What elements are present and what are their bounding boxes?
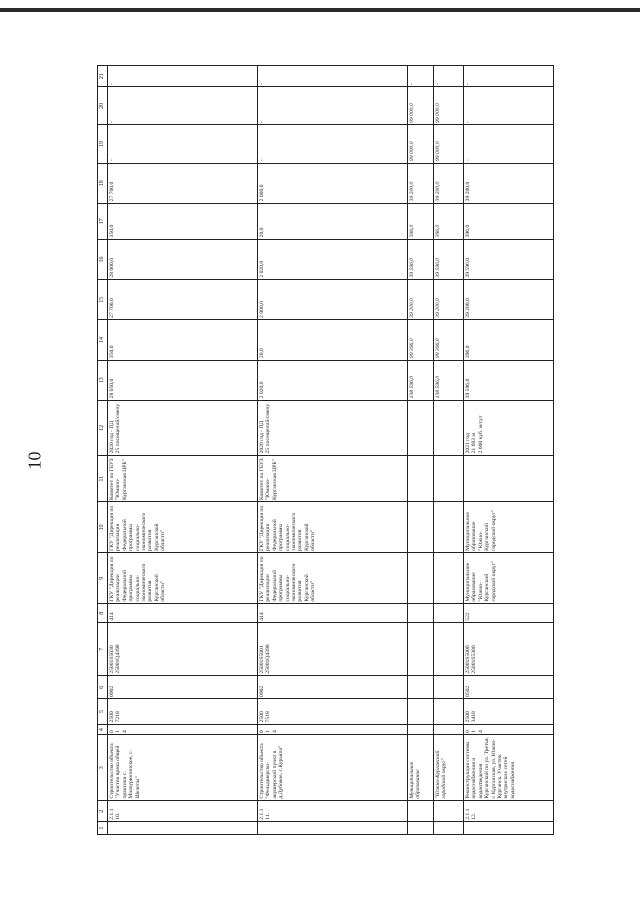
table-cell-c17: 350,0 bbox=[107, 203, 257, 239]
table-cell-c14: 20,0 bbox=[257, 320, 407, 360]
table-cell-c15: 39 200,0 bbox=[407, 280, 433, 320]
table-cell-c6: 0902 bbox=[257, 676, 407, 699]
table-cell-c11: Комитет по ГБУЗ "Юмано-Курганская ЦРБ" bbox=[107, 455, 257, 502]
table-cell-c12: 2021 год 21 683 м 2 000 куб. м/сут bbox=[463, 400, 553, 455]
table-cell-c9 bbox=[407, 553, 433, 604]
table-cell-c3: Реконструкция системы водоснабжения и водоотведения Курганской по ул. Третья, г. Курганская, ул. Южно-Курганск. Участок внутриских сетей водоснабжения bbox=[463, 735, 553, 801]
column-header: 19 bbox=[98, 125, 108, 163]
table-cell-c21: - bbox=[257, 66, 407, 87]
table-cell-c2: 2.1.1 12. bbox=[463, 801, 553, 822]
table-cell-c8 bbox=[407, 604, 433, 623]
table-cell-c9: ГКУ "Дирекция по реализации Федеральной программы социально-экономического развития Курганской области" bbox=[107, 553, 257, 604]
table-cell-c9: Муниципальное образование "Южно-Курганский городской округ" bbox=[463, 553, 553, 604]
table-cell-c12: 2020 год - ПД 25 посещений/смену bbox=[257, 400, 407, 455]
table-cell-c17: 396,0 bbox=[463, 203, 553, 239]
column-header: 21 bbox=[98, 66, 108, 87]
table-cell-c16: 39 596,0 bbox=[433, 239, 463, 279]
column-header: 4 bbox=[98, 724, 108, 735]
table-cell-c14: 99 396,0 bbox=[433, 320, 463, 360]
page-number: 10 bbox=[24, 451, 45, 470]
table-cell-c21: - bbox=[463, 66, 553, 87]
table-cell-c1 bbox=[257, 822, 407, 835]
table-cell-c4: 0 1 4 bbox=[107, 724, 257, 735]
column-header: 16 bbox=[98, 239, 108, 279]
scan-top-edge bbox=[0, 8, 640, 12]
rotated-table-container bbox=[97, 65, 557, 835]
table-cell-c12 bbox=[407, 400, 433, 455]
table-cell-c9 bbox=[433, 553, 463, 604]
table-row bbox=[463, 66, 553, 835]
table-cell-c10: Муниципальное образование "Южно-Курганский городской округ" bbox=[463, 502, 553, 553]
table-cell-c15: 27 700,0 bbox=[107, 280, 257, 320]
table-cell-c19: - bbox=[463, 125, 553, 163]
table-cell-c8 bbox=[433, 604, 463, 623]
column-header: 8 bbox=[98, 604, 108, 623]
table-cell-c16: 28 000,0 bbox=[107, 239, 257, 279]
table-cell-c10 bbox=[433, 502, 463, 553]
table-cell-c7 bbox=[407, 623, 433, 676]
table-cell-c18: 2 000,0 bbox=[257, 163, 407, 203]
table-cell-c1 bbox=[463, 822, 553, 835]
table-cell-c6: 0502 bbox=[463, 676, 553, 699]
table-cell-c18: 39 200,0 bbox=[433, 163, 463, 203]
table-cell-c13: 2 020,0 bbox=[257, 360, 407, 400]
column-header: 14 bbox=[98, 320, 108, 360]
table-cell-c21: - bbox=[107, 66, 257, 87]
column-header: 11 bbox=[98, 455, 108, 502]
column-number-row bbox=[98, 66, 108, 835]
table-cell-c7: 25001S5000 25001S5300 bbox=[463, 623, 553, 676]
table-cell-c5: 2500 3418 bbox=[463, 699, 553, 724]
column-header: 13 bbox=[98, 360, 108, 400]
table-cell-c16: 39 596,0 bbox=[463, 239, 553, 279]
table-cell-c18: 39 200,0 bbox=[463, 163, 553, 203]
table-cell-c2 bbox=[433, 801, 463, 822]
table-cell-c18: 39 200,0 bbox=[407, 163, 433, 203]
table-cell-c20: - bbox=[257, 87, 407, 125]
table-cell-c10 bbox=[407, 502, 433, 553]
table-cell-c11 bbox=[463, 455, 553, 502]
table-cell-c17: 396,0 bbox=[433, 203, 463, 239]
table-cell-c1 bbox=[107, 822, 257, 835]
column-header: 17 bbox=[98, 203, 108, 239]
column-header: 18 bbox=[98, 163, 108, 203]
table-cell-c12: 2020 год - ПД 25 посещений/смену bbox=[107, 400, 257, 455]
table-cell-c14: 350,0 bbox=[107, 320, 257, 360]
table-cell-c14: 99 396,0 bbox=[407, 320, 433, 360]
table-cell-c11 bbox=[407, 455, 433, 502]
column-header: 10 bbox=[98, 502, 108, 553]
table-cell-c13: 138 596,0 bbox=[433, 360, 463, 400]
table-cell-c8: 414 bbox=[107, 604, 257, 623]
table-row bbox=[433, 66, 463, 835]
table-cell-c8: 522 bbox=[463, 604, 553, 623]
table-cell-c1 bbox=[433, 822, 463, 835]
column-header: 15 bbox=[98, 280, 108, 320]
table-cell-c5: 2500 7518 bbox=[257, 699, 407, 724]
table-cell-c20: 99 000,0 bbox=[407, 87, 433, 125]
table-cell-c2: 2.1.1 10. bbox=[107, 801, 257, 822]
table-cell-c19: 99 000,0 bbox=[433, 125, 463, 163]
table-cell-c20: - bbox=[463, 87, 553, 125]
column-header: 9 bbox=[98, 553, 108, 604]
table-cell-c11 bbox=[433, 455, 463, 502]
table-cell-c5 bbox=[407, 699, 433, 724]
table-cell-c17: 20,0 bbox=[257, 203, 407, 239]
table-cell-c10: ГКУ "Дирекция по реализации Федеральной программы социально-экономического развития Курганской области" bbox=[107, 502, 257, 553]
table-cell-c5 bbox=[433, 699, 463, 724]
table-cell-c2 bbox=[407, 801, 433, 822]
table-cell-c15: 2 000,0 bbox=[257, 280, 407, 320]
table-cell-c10: ГКУ "Дирекция по реализации Федеральной программы социально-экономического развития Курганской области" bbox=[257, 502, 407, 553]
table-cell-c16: 2 020,0 bbox=[257, 239, 407, 279]
table-body bbox=[107, 66, 553, 835]
table-row bbox=[407, 66, 433, 835]
column-header: 12 bbox=[98, 400, 108, 455]
table-cell-c13: 138 596,0 bbox=[407, 360, 433, 400]
table-cell-c8: 414 bbox=[257, 604, 407, 623]
table-cell-c20: - bbox=[107, 87, 257, 125]
table-cell-c19: - bbox=[107, 125, 257, 163]
table-cell-c17: 396,0 bbox=[407, 203, 433, 239]
column-header: 3 bbox=[98, 735, 108, 801]
table-cell-c7: 25001S5001 25001Q4390 bbox=[257, 623, 407, 676]
table-cell-c7 bbox=[433, 623, 463, 676]
table-cell-c3: "Южно-Курганский городской округ" bbox=[433, 735, 463, 801]
table-cell-c13: 39 596,0 bbox=[463, 360, 553, 400]
column-header: 1 bbox=[98, 822, 108, 835]
column-header: 5 bbox=[98, 699, 108, 724]
table-row bbox=[107, 66, 257, 835]
table-cell-c6: 0902 bbox=[107, 676, 257, 699]
table-cell-c3: Строительство объекта "Участок врача общей практики с. Малоурюпинское, с. Шелепы" bbox=[107, 735, 257, 801]
table-cell-c3: Строительство объекта "Фельдшерско-акушерский пункт в д.Дубовое, с.Курьяпо" bbox=[257, 735, 407, 801]
table-cell-c18: 27 700,0 bbox=[107, 163, 257, 203]
table-cell-c21: - bbox=[433, 66, 463, 87]
table-cell-c4: 0 1 4 bbox=[257, 724, 407, 735]
table-row bbox=[257, 66, 407, 835]
table-cell-c11: Комитет по ГБУЗ "Юмано-Курганская ЦРБ" bbox=[257, 455, 407, 502]
table-cell-c19: - bbox=[257, 125, 407, 163]
table-cell-c13: 28 050,0 bbox=[107, 360, 257, 400]
table-cell-c4 bbox=[407, 724, 433, 735]
program-table bbox=[97, 65, 554, 835]
table-cell-c2: 2.1.1 11. bbox=[257, 801, 407, 822]
table-cell-c4 bbox=[433, 724, 463, 735]
table-cell-c7: 25001S5030 25001Q4390 bbox=[107, 623, 257, 676]
column-header: 20 bbox=[98, 87, 108, 125]
table-cell-c19: 99 000,0 bbox=[407, 125, 433, 163]
table-cell-c15: 39 200,0 bbox=[463, 280, 553, 320]
table-cell-c1 bbox=[407, 822, 433, 835]
table-cell-c15: 39 200,0 bbox=[433, 280, 463, 320]
table-cell-c5: 2500 7218 bbox=[107, 699, 257, 724]
column-header: 6 bbox=[98, 676, 108, 699]
table-cell-c12 bbox=[433, 400, 463, 455]
table-cell-c14: 396,0 bbox=[463, 320, 553, 360]
table-cell-c20: 99 000,0 bbox=[433, 87, 463, 125]
table-cell-c6 bbox=[407, 676, 433, 699]
column-header: 7 bbox=[98, 623, 108, 676]
table-cell-c9: ГКУ "Дирекция по реализации Федеральной программы социально-экономического развития Курганской области" bbox=[257, 553, 407, 604]
table-cell-c6 bbox=[433, 676, 463, 699]
table-cell-c4: 0 1 4 bbox=[463, 724, 553, 735]
table-cell-c16: 39 596,0 bbox=[407, 239, 433, 279]
column-header: 2 bbox=[98, 801, 108, 822]
table-cell-c3: Муниципальное образование bbox=[407, 735, 433, 801]
table-cell-c21: - bbox=[407, 66, 433, 87]
